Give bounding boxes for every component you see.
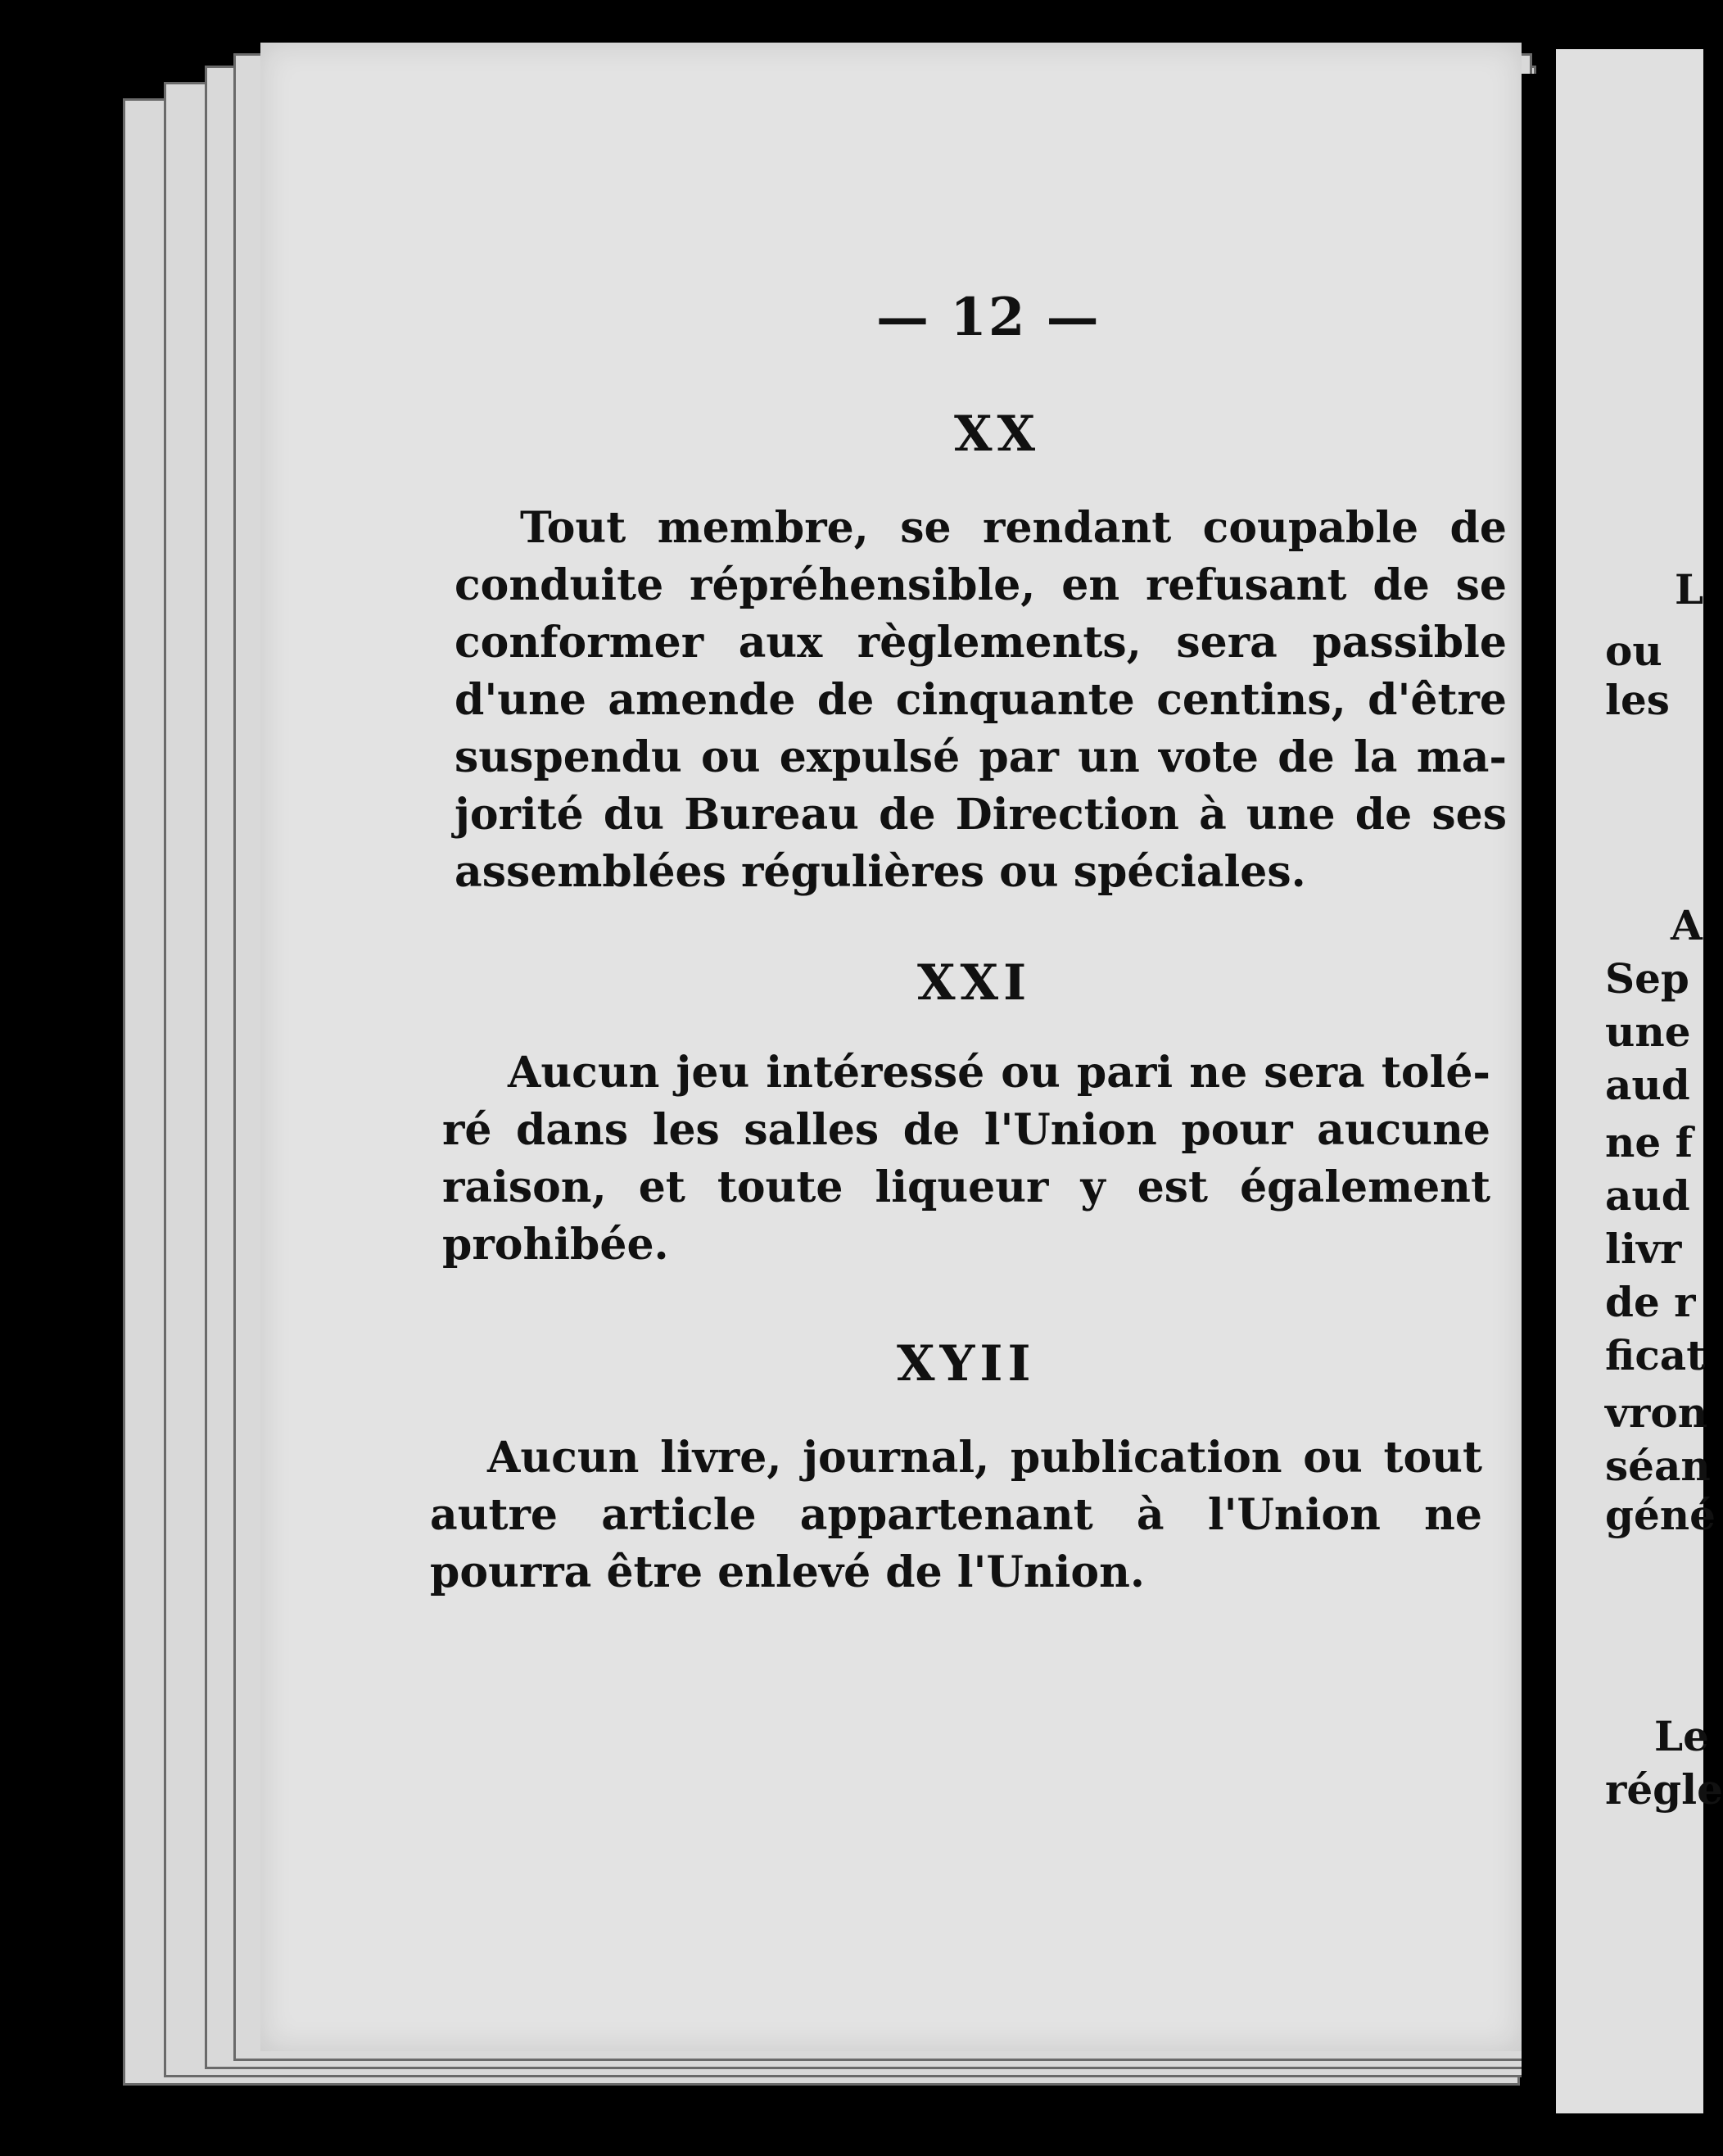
text-line: d'une amende de cinquante centins, d'être xyxy=(454,675,1507,725)
article-text xyxy=(442,1044,1490,1274)
text-line: raison, et toute liqueur y est également xyxy=(442,1162,1490,1212)
text-line: suspendu ou expulsé par un vote de la ma- xyxy=(454,732,1507,782)
text-line: assemblées régulières ou spéciales. xyxy=(454,847,1306,897)
article-text xyxy=(454,500,1507,901)
facing-page-fragment: les xyxy=(1605,676,1670,724)
text-line: Aucun jeu intéressé ou pari ne sera tolé- xyxy=(508,1048,1490,1098)
text-line: conformer aux règlements, sera passible xyxy=(454,618,1507,668)
facing-page-fragment: ou xyxy=(1605,627,1662,675)
facing-page-fragment: aud xyxy=(1605,1171,1690,1220)
text-line: pourra être enlevé de l'Union. xyxy=(430,1547,1145,1597)
facing-page-fragment: Le xyxy=(1654,1712,1709,1760)
book-gutter xyxy=(1522,74,1556,2122)
facing-page-fragment: livr xyxy=(1605,1225,1682,1273)
facing-page-fragment: de r xyxy=(1605,1278,1696,1326)
page-number: — 12 — xyxy=(876,287,1101,348)
text-line: jorité du Bureau de Direction à une de ses xyxy=(454,790,1507,840)
article-heading: XYII xyxy=(897,1335,1036,1393)
article-heading: XX xyxy=(954,405,1041,463)
text-line: conduite répréhensible, en refusant de se xyxy=(454,560,1507,610)
facing-page-fragment: Sep xyxy=(1605,954,1689,1003)
text-line: Tout membre, se rendant coupable de xyxy=(520,503,1507,553)
facing-page-fragment: A xyxy=(1671,901,1703,949)
facing-page-fragment: aud xyxy=(1605,1061,1690,1109)
text-line: ré dans les salles de l'Union pour aucune xyxy=(442,1105,1490,1155)
text-line: Aucun livre, journal, publication ou tout xyxy=(487,1433,1482,1483)
article-text xyxy=(430,1429,1482,1601)
facing-page-fragment: une xyxy=(1605,1008,1691,1056)
facing-page-fragment: géné xyxy=(1605,1491,1716,1539)
facing-page-fragment: vron xyxy=(1605,1388,1708,1437)
facing-page-fragment: ficat xyxy=(1605,1331,1706,1379)
article-heading: XXI xyxy=(917,954,1032,1012)
facing-page-fragment: ne f xyxy=(1605,1118,1694,1166)
facing-page-fragment: régle xyxy=(1605,1765,1723,1814)
facing-page-fragment: séan xyxy=(1605,1442,1711,1490)
text-line: autre article appartenant à l'Union ne xyxy=(430,1490,1482,1540)
facing-page-fragment: L xyxy=(1675,565,1704,614)
text-line: prohibée. xyxy=(442,1220,669,1270)
